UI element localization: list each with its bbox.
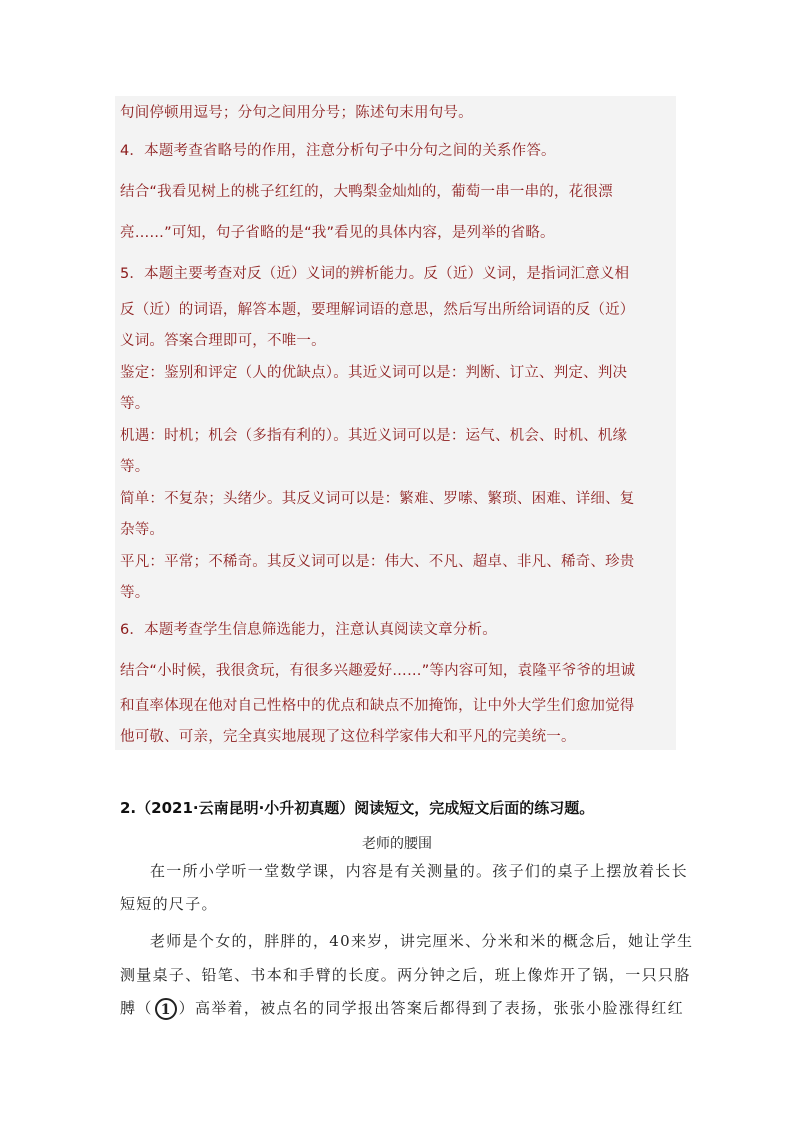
annotation-number-1: 1 [155, 998, 177, 1020]
passage-line: 测量桌子、铅笔、书本和手臂的长度。两分钟之后，班上像炸开了锅，一只只胳 [120, 966, 691, 984]
passage-line: 老师是个女的，胖胖的，40来岁，讲完厘米、分米和米的概念后，她让学生 [150, 932, 694, 950]
answer-line: 等。 [120, 459, 150, 475]
answer-line: 机遇：时机；机会（多指有利的）。其近义词可以是：运气、机会、时机、机缘 [120, 428, 628, 444]
answer-line: 杂等。 [120, 522, 165, 538]
answer-line: 亮……”可知，句子省略的是“我”看见的具体内容，是列举的省略。 [120, 225, 555, 241]
answer-line: 6．本题考查学生信息筛选能力，注意认真阅读文章分析。 [120, 622, 497, 638]
answer-line: 反（近）的词语，解答本题，要理解词语的意思，然后写出所给词语的反（近） [120, 302, 635, 318]
answer-line: 等。 [120, 396, 150, 412]
answer-line: 和直率体现在他对自己性格中的优点和缺点不加掩饰，让中外大学生们愈加觉得 [120, 698, 635, 714]
answer-line: 结合“小时候，我很贪玩，有很多兴趣爱好……”等内容可知，袁隆平爷爷的坦诚 [120, 663, 636, 679]
passage-title: 老师的腰围 [362, 836, 432, 852]
question-title: 2.（2021·云南昆明·小升初真题）阅读短文，完成短文后面的练习题。 [120, 799, 595, 817]
answer-line: 他可敬、可亲，完全真实地展现了这位科学家伟大和平凡的完美统一。 [120, 729, 576, 745]
answer-line: 5．本题主要考查对反（近）义词的辨析能力。反（近）义词，是指词汇意义相 [120, 266, 630, 282]
answer-line: 等。 [120, 585, 150, 601]
passage-line: 在一所小学听一堂数学课，内容是有关测量的。孩子们的桌子上摆放着长长 [150, 862, 688, 880]
answer-line: 鉴定：鉴别和评定（人的优缺点）。其近义词可以是：判断、订立、判定、判决 [120, 365, 628, 381]
answer-line: 句间停顿用逗号；分句之间用分号；陈述句末用句号。 [120, 105, 473, 121]
answer-line: 平凡：平常；不稀奇。其反义词可以是：伟大、不凡、超卓、非凡、稀奇、珍贵 [120, 554, 635, 570]
passage-line-with-mark: 膊（ 1 ）高举着，被点名的同学报出答案后都得到了表扬，张张小脸涨得红红 [120, 999, 684, 1018]
answer-line: 4．本题考查省略号的作用，注意分析句子中分句之间的关系作答。 [120, 143, 556, 159]
answer-line: 简单：不复杂；头绪少。其反义词可以是：繁难、罗嗦、繁琐、困难、详细、复 [120, 491, 635, 507]
passage-line: 短短的尺子。 [120, 895, 218, 913]
answer-line: 义词。答案合理即可，不唯一。 [120, 333, 326, 349]
passage-text: 膊 [120, 999, 137, 1017]
passage-text: 高举着，被点名的同学报出答案后都得到了表扬，张张小脸涨得红红 [194, 999, 684, 1017]
answer-line: 结合“我看见树上的桃子红红的，大鸭梨金灿灿的，葡萄一串一串的，花很漂 [120, 184, 613, 200]
